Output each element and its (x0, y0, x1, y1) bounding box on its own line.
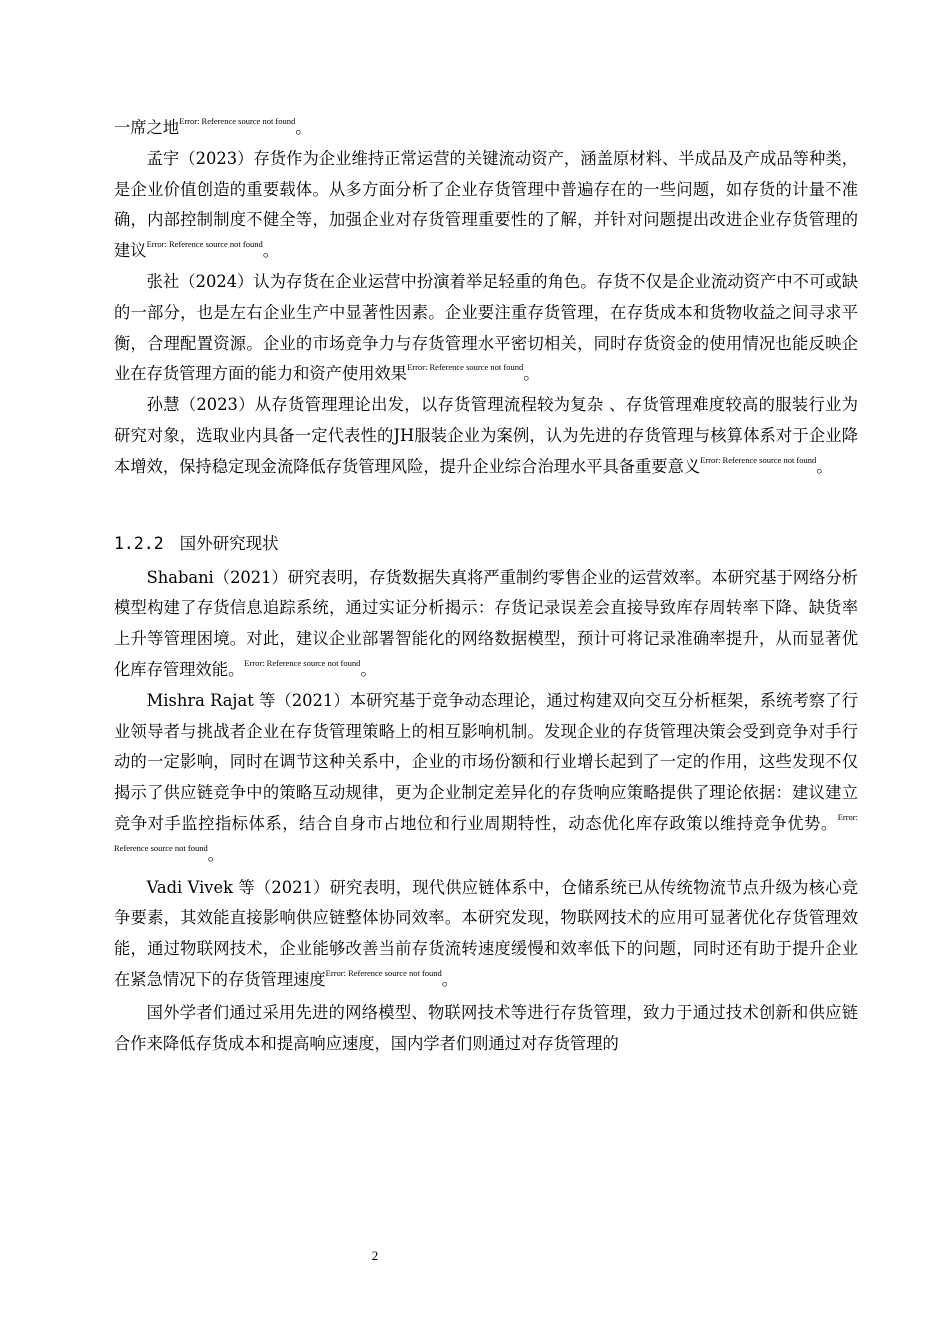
paragraph-mishra (114, 686, 858, 871)
page-number: 2 (371, 1248, 379, 1263)
paragraph-text: 国外学者们通过采用先进的网络模型、物联网技术等进行存货管理，致力于通过技术创新和供应链合作来降低存货成本和提高响应速度，国内学者们则通过对存货管理的 (114, 1002, 858, 1053)
paragraph-text: 张社（2024）认为存货在企业运营中扮演着举足轻重的角色。存货不仅是企业流动资产中不可或缺的一部分，也是左右企业生产中显著性因素。企业要注重存货管理，在存货成本和货物收益之间寻求平衡，合理配置资源。企业的市场竞争力与存货管理水平密切相关，同时存货资金的使用情况也能反映企业在存货管理方面的能力和资产使用效果 (114, 271, 858, 384)
paragraph-end-mark: 。 (360, 659, 377, 679)
paragraph-end-mark: 。 (262, 241, 279, 261)
paragraph-summary (114, 998, 858, 1060)
paragraph-zhangshe (114, 267, 858, 390)
paragraph-end-mark: 。 (523, 364, 540, 384)
paragraph-text: 孙慧（2023）从存货管理理论出发，以存货管理流程较为复杂 、存货管理难度较高的服装行业为研究对象，选取业内具备一定代表性的JH服装企业为案例，认为先进的存货管理与核算体系对于企业降本增效，保持稳定现金流降低存货管理风险，提升企业综合治理水平具备重要意义 (114, 395, 858, 476)
reference-error-superscript: Error: Reference source not found (325, 967, 442, 978)
paragraph-end-mark: 。 (295, 118, 312, 137)
paragraph-end-mark: 。 (816, 456, 833, 476)
section-title: 国外研究现状 (179, 533, 279, 553)
paragraph-text: 孟宇（2023）存货作为企业维持正常运营的关键流动资产，涵盖原材料、半成品及产成品等种类，是企业价值创造的重要载体。从多方面分析了企业存货管理中普遍存在的一些问题，如存货的计量不准确，内部控制制度不健全等，加强企业对存货管理重要性的了解，并针对问题提出改进企业存货管理的建议 (114, 148, 858, 261)
paragraph-text: Shabani（2021）研究表明，存货数据失真将严重制约零售企业的运营效率。本研究基于网络分析模型构建了存货信息追踪系统，通过实证分析揭示：存货记录误差会直接导致库存周转率下降、缺货率上升等管理困境。对此，建议企业部署智能化的网络数据模型，预计可将记录准确率提升，从而显著优化库存管理效能。 (114, 567, 858, 679)
paragraph-mengyu (114, 144, 858, 267)
paragraph-vadi (114, 873, 858, 996)
reference-error-superscript: Error: Reference source not found (146, 239, 263, 250)
paragraph-sunhui (114, 390, 858, 482)
reference-error-superscript: Error: Reference source not found (407, 362, 524, 373)
paragraph-text: Vadi Vivek 等（2021）研究表明，现代供应链体系中，仓储系统已从传统物流节点升级为核心竞争要素，其效能直接影响供应链整体协同效率。本研究发现，物联网技术的应用可显著优化存货管理效能，通过物联网技术，企业能够改善当前存货流转速度缓慢和效率低下的问题，同时还有助于提升企业在紧急情况下的存货管理速度 (114, 877, 858, 989)
paragraph-end-mark: 。 (207, 844, 224, 864)
paragraph-continuation (114, 113, 858, 144)
paragraph-text: 一席之地 (114, 118, 180, 137)
reference-error-superscript: Error: Reference source not found (114, 811, 858, 853)
paragraph-text: Mishra Rajat 等（2021）本研究基于竞争动态理论，通过构建双向交互分析框架，系统考察了行业领导者与挑战者企业在存货管理策略上的相互影响机制。发现企业的存货管理决策会受到竞争对手行动的一定影响，同时在调节这种关系中，企业的市场份额和行业增长起到了一定的作用，这些发现不仅揭示了供应链竞争中的策略互动规律，更为企业制定差异化的存货响应策略提供了理论依据：建议建立竞争对手监控指标体系，结合自身市占地位和行业周期特性，动态优化库存政策以维持竞争优势。 (114, 690, 858, 833)
section-heading (114, 527, 858, 561)
reference-error-superscript: Error: Reference source not found (179, 116, 296, 126)
paragraph-shabani (114, 563, 858, 686)
reference-error-superscript: Error: Reference source not found (700, 454, 817, 465)
section-number: 1.2.2 (114, 533, 164, 553)
paragraph-end-mark: 。 (441, 969, 459, 989)
page-content (114, 113, 858, 1059)
reference-error-superscript: Error: Reference source not found (244, 657, 361, 668)
